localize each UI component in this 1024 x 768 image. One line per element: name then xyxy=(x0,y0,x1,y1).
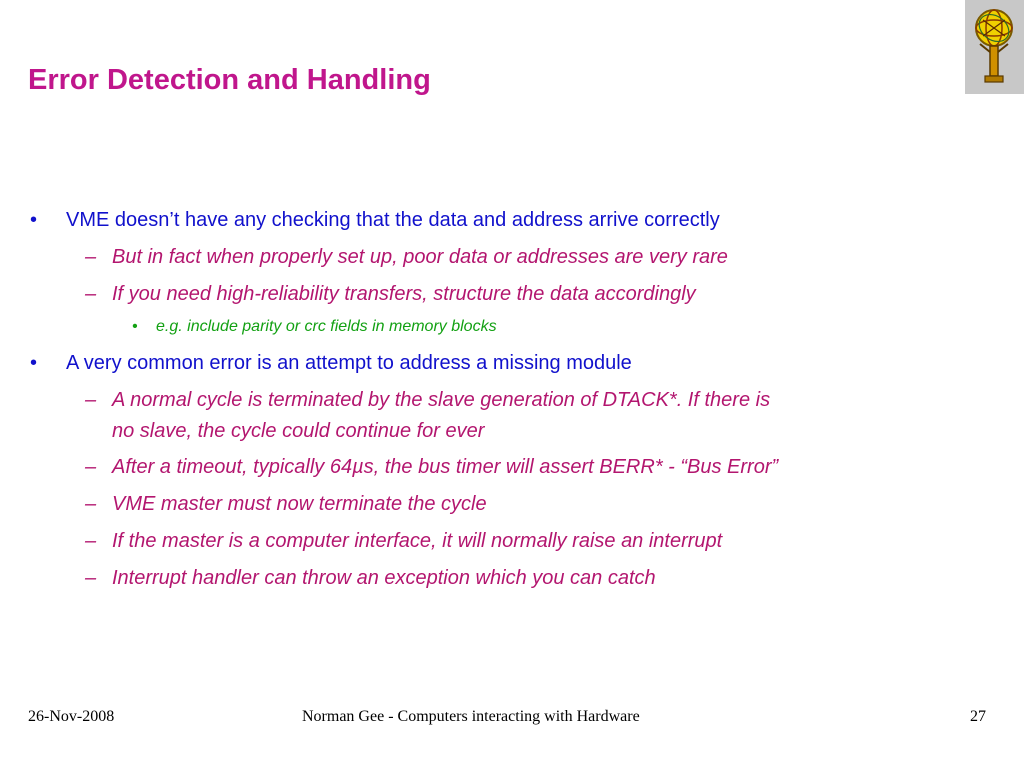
sub-sub-bullet-parity-crc: e.g. include parity or crc fields in memory blocks xyxy=(156,318,497,335)
footer-date: 26-Nov-2008 xyxy=(28,708,115,725)
bullet-missing-module: A very common error is an attempt to address a missing module xyxy=(66,352,632,374)
dash-marker: – xyxy=(85,283,97,305)
atlas-globe-figure-icon xyxy=(965,0,1024,94)
dash-marker: – xyxy=(85,389,97,411)
small-bullet-marker: • xyxy=(132,318,138,335)
slide-title: Error Detection and Handling xyxy=(28,64,431,96)
sub-bullet-raise-interrupt: If the master is a computer interface, it will normally raise an interrupt xyxy=(112,530,723,552)
atlas-logo xyxy=(965,0,1024,94)
bullet-vme-no-checking: VME doesn’t have any checking that the data and address arrive correctly xyxy=(66,209,720,231)
sub-bullet-timeout-berr: After a timeout, typically 64µs, the bus timer will assert BERR* - “Bus Error” xyxy=(112,456,779,478)
sub-bullet-exception: Interrupt handler can throw an exception which you can catch xyxy=(112,567,656,589)
footer-title: Norman Gee - Computers interacting with Hardware xyxy=(302,708,640,725)
bullet-marker: • xyxy=(30,352,38,374)
sub-bullet-rare-errors: But in fact when properly set up, poor data or addresses are very rare xyxy=(112,246,728,268)
sub-bullet-dtack-line1: A normal cycle is terminated by the slave generation of DTACK*. If there is xyxy=(112,389,771,411)
dash-marker: – xyxy=(85,456,97,478)
dash-marker: – xyxy=(85,246,97,268)
dash-marker: – xyxy=(85,530,97,552)
dash-marker: – xyxy=(85,567,97,589)
footer-page-number: 27 xyxy=(970,708,986,725)
sub-bullet-dtack-line2: no slave, the cycle could continue for ever xyxy=(112,420,485,442)
dash-marker: – xyxy=(85,493,97,515)
sub-bullet-terminate-cycle: VME master must now terminate the cycle xyxy=(112,493,487,515)
bullet-marker: • xyxy=(30,209,38,231)
sub-bullet-high-reliability: If you need high-reliability transfers, structure the data accordingly xyxy=(112,283,696,305)
